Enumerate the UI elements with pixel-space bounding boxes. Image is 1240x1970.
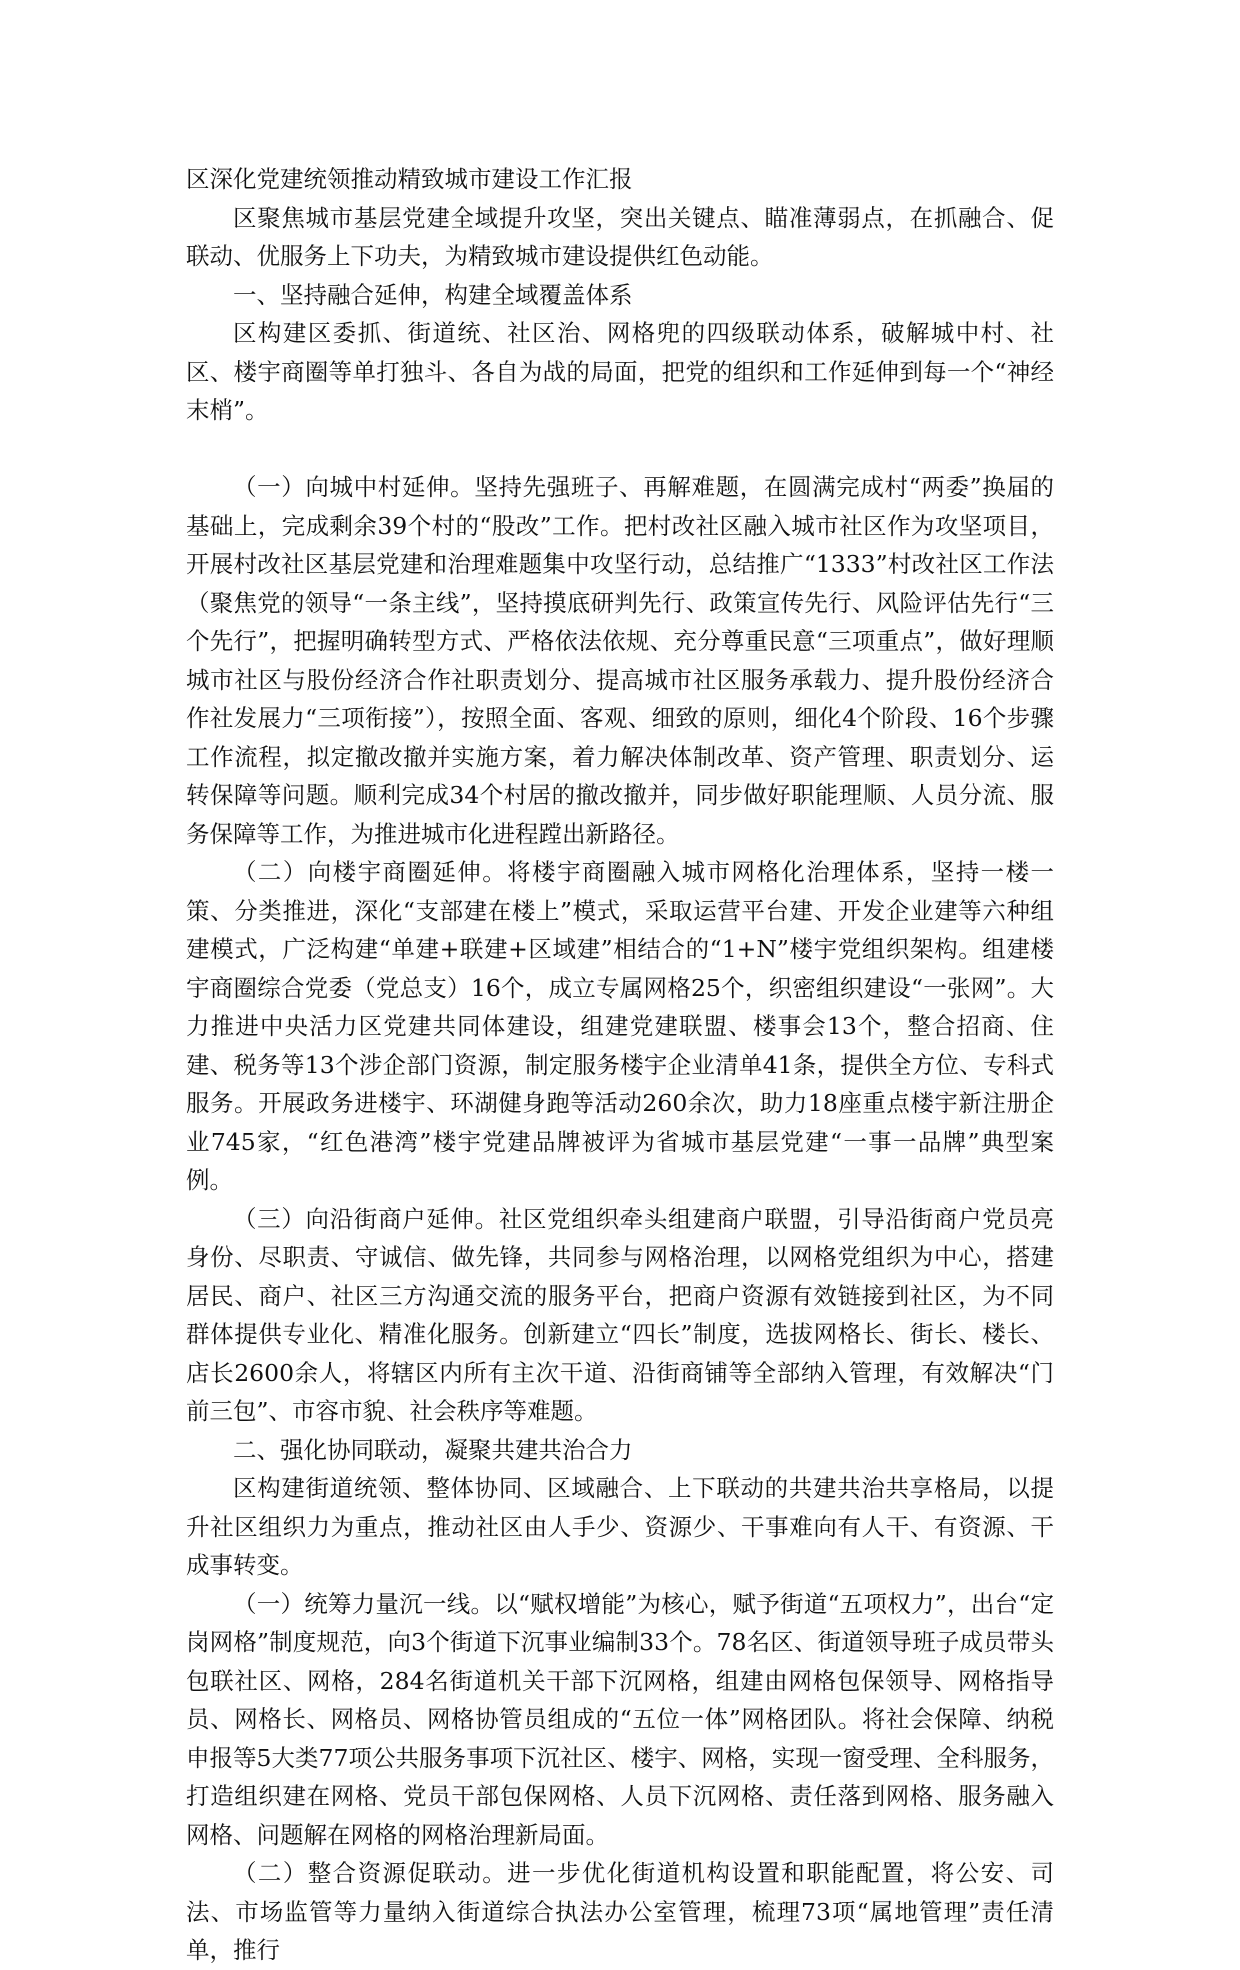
document-title: 区深化党建统领推动精致城市建设工作汇报: [186, 165, 633, 193]
section1-paragraph-1: （一）向城中村延伸。坚持先强班子、再解难题，在圆满完成村“两委”换届的基础上，完成剩余39个村的“股改”工作。把村改社区融入城市社区作为攻坚项目，开展村改社区基层党建和治理难题集中攻坚行动，总结推广“1333”村改社区工作法（聚焦党的领导“一条主线”，坚持摸底研判先行、政策宣传先行、风险评估先行“三个先行”，把握明确转型方式、严格依法依规、充分尊重民意“三项重点”，做好理顺城市社区与股份经济合作社职责划分、提高城市社区服务承载力、提升股份经济合作社发展力“三项衔接”），按照全面、客观、细致的原则，细化4个阶段、16个步骤工作流程，拟定撤改撤并实施方案，着力解决体制改革、资产管理、职责划分、运转保障等问题。顺利完成34个村居的撤改撤并，同步做好职能理顺、人员分流、服务保障等工作，为推进城市化进程蹚出新路径。: [186, 473, 1054, 848]
section2-lead-paragraph: 区构建街道统领、整体协同、区域融合、上下联动的共建共治共享格局，以提升社区组织力为重点，推动社区由人手少、资源少、干事难向有人干、有资源、干成事转变。: [186, 1474, 1054, 1579]
blank-line: [186, 430, 1054, 469]
section2-heading: 二、强化协同联动，凝聚共建共治合力: [233, 1435, 633, 1464]
section1-heading: 一、坚持融合延伸，构建全域覆盖体系: [233, 280, 633, 309]
section2-paragraph-2: （二）整合资源促联动。进一步优化街道机构设置和职能配置，将公安、司法、市场监管等力量纳入街道综合执法办公室管理，梳理73项“属地管理”责任清单，推行: [186, 1859, 1054, 1964]
section2-paragraph-1: （一）统筹力量沉一线。以“赋权增能”为核心，赋予街道“五项权力”，出台“定岗网格”制度规范，向3个街道下沉事业编制33个。78名区、街道领导班子成员带头包联社区、网格，284名街道机关干部下沉网格，组建由网格包保领导、网格指导员、网格长、网格员、网格协管员组成的“五位一体”网格团队。将社会保障、纳税申报等5大类77项公共服务事项下沉社区、楼宇、网格，实现一窗受理、全科服务，打造组织建在网格、党员干部包保网格、人员下沉网格、责任落到网格、服务融入网格、问题解在网格的网格治理新局面。: [186, 1589, 1054, 1849]
section1-paragraph-3: （三）向沿街商户延伸。社区党组织牵头组建商户联盟，引导沿街商户党员亮身份、尽职责、守诚信、做先锋，共同参与网格治理，以网格党组织为中心，搭建居民、商户、社区三方沟通交流的服务平台，把商户资源有效链接到社区，为不同群体提供专业化、精准化服务。创新建立“四长”制度，选拔网格长、街长、楼长、店长2600余人，将辖区内所有主次干道、沿街商铺等全部纳入管理，有效解决“门前三包”、市容市貌、社会秩序等难题。: [186, 1204, 1054, 1425]
document-page: [186, 160, 1054, 1970]
section1-paragraph-2: （二）向楼宇商圈延伸。将楼宇商圈融入城市网格化治理体系，坚持一楼一策、分类推进，深化“支部建在楼上”模式，采取运营平台建、开发企业建等六种组建模式，广泛构建“单建+联建+区域建”相结合的“1+N”楼宇党组织架构。组建楼宇商圈综合党委（党总支）16个，成立专属网格25个，织密组织建设“一张网”。大力推进中央活力区党建共同体建设，组建党建联盟、楼事会13个，整合招商、住建、税务等13个涉企部门资源，制定服务楼宇企业清单41条，提供全方位、专科式服务。开展政务进楼宇、环湖健身跑等活动260余次，助力18座重点楼宇新注册企业745家，“红色港湾”楼宇党建品牌被评为省城市基层党建“一事一品牌”典型案例。: [186, 858, 1054, 1194]
intro-paragraph: 区聚焦城市基层党建全域提升攻坚，突出关键点、瞄准薄弱点，在抓融合、促联动、优服务上下功夫，为精致城市建设提供红色动能。: [186, 203, 1054, 270]
section1-lead-paragraph: 区构建区委抓、街道统、社区治、网格兜的四级联动体系，破解城中村、社区、楼宇商圈等单打独斗、各自为战的局面，把党的组织和工作延伸到每一个“神经末梢”。: [186, 319, 1054, 424]
